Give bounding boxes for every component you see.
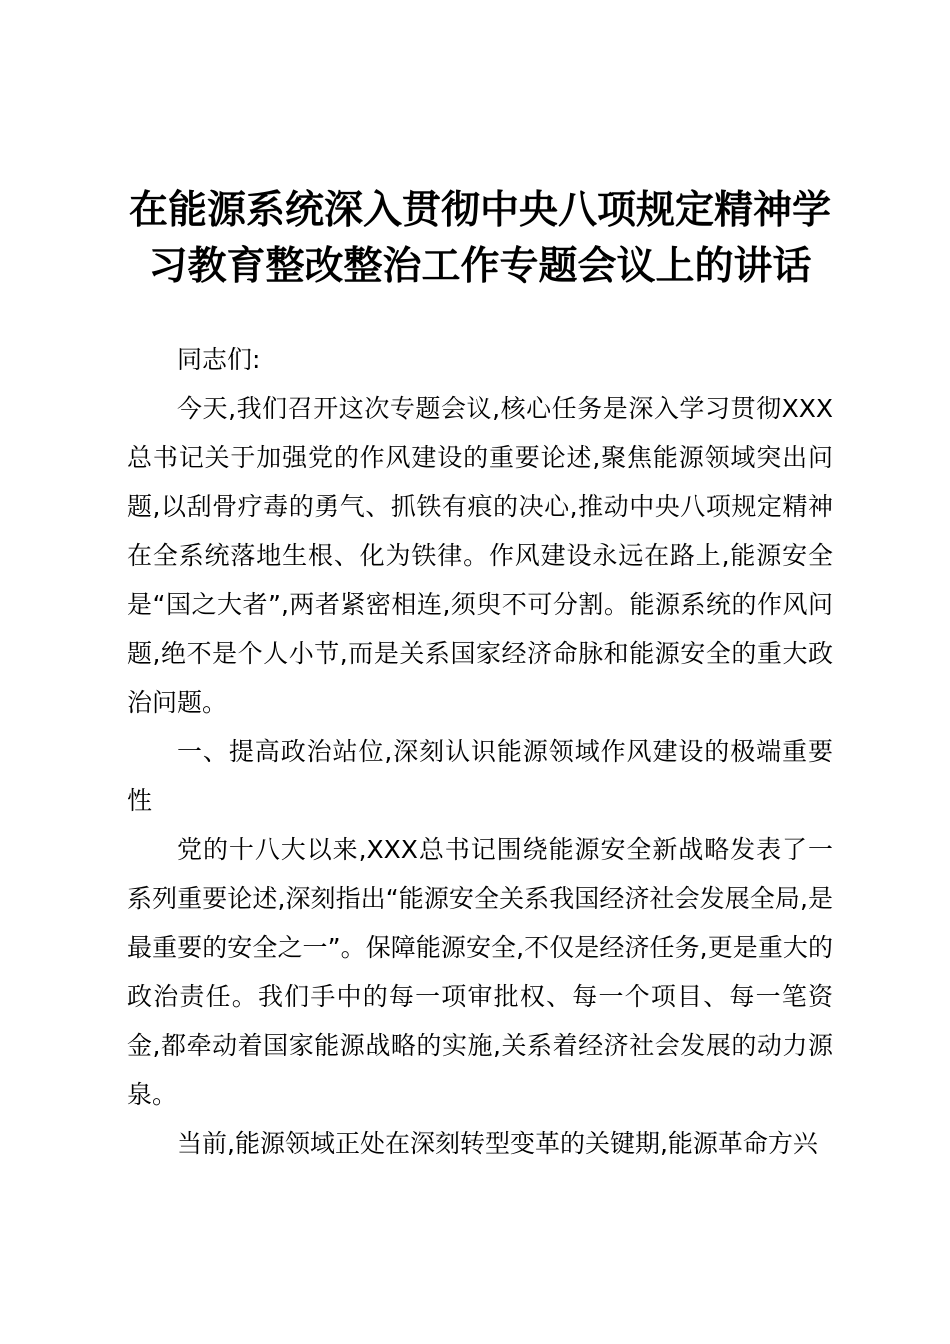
- paragraph-intro: 今天,我们召开这次专题会议,核心任务是深入学习贯彻XXX总书记关于加强党的作风建设的重要论述,聚焦能源领域突出问题,以刮骨疗毒的勇气、抓铁有痕的决心,推动中央八项规定精神在全系统落地生根、化为铁律。作风建设永远在路上,能源安全是“国之大者”,两者紧密相连,须臾不可分割。能源系统的作风问题,绝不是个人小节,而是关系国家经济命脉和能源安全的重大政治问题。: [127, 394, 833, 717]
- section-heading: 一、提高政治站位,深刻认识能源领域作风建设的极端重要性: [127, 737, 833, 815]
- document-body: [127, 335, 833, 1168]
- salutation: 同志们:: [177, 345, 261, 374]
- document-title: 在能源系统深入贯彻中央八项规定精神学习教育整改整治工作专题会议上的讲话: [128, 188, 831, 289]
- paragraph-section-one: 党的十八大以来,XXX总书记围绕能源安全新战略发表了一系列重要论述,深刻指出“能源安全关系我国经济社会发展全局,是最重要的安全之一”。保障能源安全,不仅是经济任务,更是重大的政治责任。我们手中的每一项审批权、每一个项目、每一笔资金,都牵动着国家能源战略的实施,关系着经济社会发展的动力源泉。: [127, 835, 833, 1109]
- paragraph-current: 当前,能源领域正处在深刻转型变革的关键期,能源革命方兴: [177, 1129, 818, 1158]
